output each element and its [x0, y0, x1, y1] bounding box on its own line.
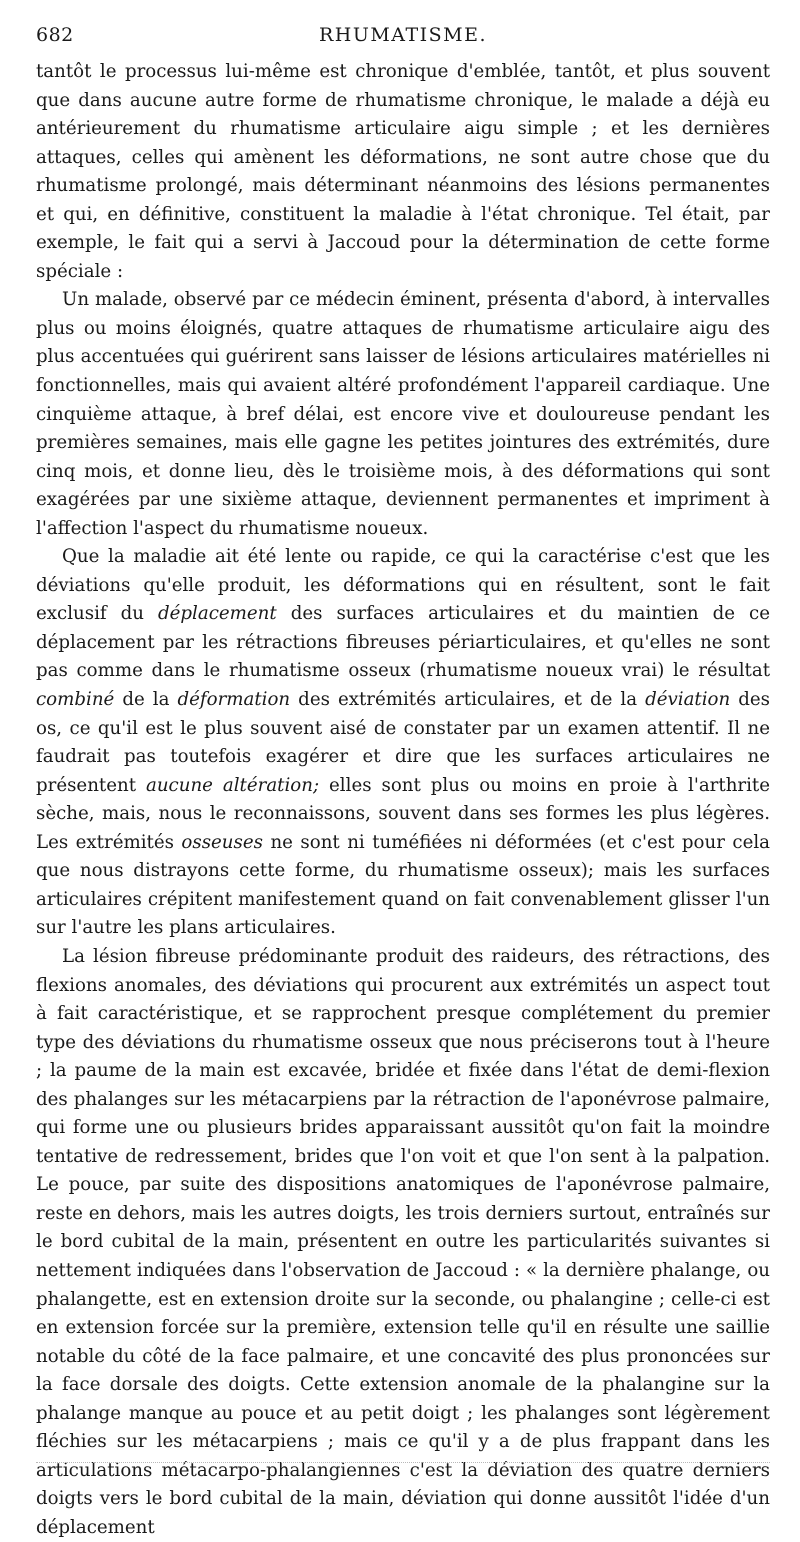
italic-text: combiné: [36, 689, 115, 711]
text-run: des os, ce qu'il est le plus souvent aisé de constater par un examen attentif. Il ne faudrait pas toutefois exagérer et dire que les surfaces articulaires ne présentent: [36, 689, 770, 796]
italic-text: osseuses: [181, 831, 263, 853]
paragraph: [36, 58, 770, 286]
italic-text: aucune altération;: [145, 774, 320, 796]
page: [36, 24, 770, 1542]
italic-text: déformation: [177, 689, 291, 711]
italic-text: déplacement: [158, 603, 277, 625]
text-run: elles sont plus ou moins en proie à l'arthrite sèche, mais, nous le reconnaissons, souvent dans ses formes les plus légères. Les extrémités: [36, 774, 770, 853]
running-title: RHUMATISME.: [318, 24, 488, 46]
text-run: Que la maladie ait été lente ou rapide, ce qui la caractérise c'est que les déviations qu'elle produit, les déformations qui en résultent, sont le fait exclusif du: [36, 546, 770, 625]
text-run: Un malade, observé par ce médecin éminent, présenta d'abord, à intervalles plus ou moins éloignés, quatre attaques de rhumatisme articulaire aigu des plus accentuées qui guérirent sans laisser de lésions articulaires matérielles ni fonctionnelles, mais qui avaient altéré profondément l'appareil cardiaque. Une cinquième attaque, à bref délai, est encore vive et douloureuse pendant les premières semaines, mais elle gagne les petites jointures des extrémités, dure cinq mois, et donne lieu, dès le troisième mois, à des déformations qui sont exagérées par une sixième attaque, deviennent permanentes et impriment à l'affection l'aspect du rhumatisme noueux.: [36, 289, 770, 539]
paragraph: [36, 286, 770, 543]
text-run: tantôt le processus lui-même est chronique d'emblée, tantôt, et plus souvent que dans aucune autre forme de rhumatisme chronique, le malade a déjà eu antérieurement du rhumatisme articulaire aigu simple ; et les dernières attaques, celles qui amènent les déformations, ne sont autre chose que du rhumatisme prolongé, mais déterminant néanmoins des lésions permanentes et qui, en définitive, constituent la maladie à l'état chronique. Tel était, par exemple, le fait qui a servi à Jaccoud pour la détermination de cette forme spéciale :: [36, 61, 770, 282]
page-number: 682: [36, 24, 74, 46]
text-run: des extrémités articulaires, et de la: [290, 689, 646, 711]
paragraph: [36, 943, 770, 1542]
page-header: [36, 24, 770, 54]
text-run: ne sont ni tuméfiées ni déformées (et c'est pour cela que nous distrayons cette forme, du rhumatisme osseux); mais les surfaces articulaires crépitent manifestement quand on fait convenablement glisser l'un sur l'autre les plans articulaires.: [36, 831, 770, 939]
text-run: des surfaces articulaires et du maintien de ce déplacement par les rétractions fibreuses périarticulaires, et qu'elles ne sont pas comme dans le rhumatisme osseux (rhumatisme noueux vrai) le résultat: [36, 603, 770, 682]
italic-text: déviation: [645, 689, 731, 711]
body-text: [36, 58, 770, 1542]
paragraph: [36, 543, 770, 943]
footer-rule: [36, 1462, 770, 1463]
text-run: de la: [114, 689, 178, 711]
text-run: La lésion fibreuse prédominante produit des raideurs, des rétractions, des flexions anomales, des déviations qui procurent aux extrémités un aspect tout à fait caractéristique, et se rapprochent presque complétement du premier type des déviations du rhumatisme osseux que nous préciserons tout à l'heure ; la paume de la main est excavée, bridée et fixée dans l'état de demi-flexion des phalanges sur les métacarpiens par la rétraction de l'aponévrose palmaire, qui forme une ou plusieurs brides apparaissant aussitôt qu'on fait la moindre tentative de redressement, brides que l'on voit et que l'on sent à la palpation. Le pouce, par suite des dispositions anatomiques de l'aponévrose palmaire, reste en dehors, mais les autres doigts, les trois derniers surtout, entraînés sur le bord cubital de la main, présentent en outre les particularités suivantes si nettement indiquées dans l'observation de Jaccoud : « la dernière phalange, ou phalangette, est en extension droite sur la seconde, ou phalangine ; celle-ci est en extension forcée sur la première, extension telle qu'il en résulte une saillie notable du côté de la face palmaire, et une concavité des plus prononcées sur la face dorsale des doigts. Cette extension anomale de la phalangine sur la phalange manque au pouce et au petit doigt ; les phalanges sont légèrement fléchies sur les métacarpiens ; mais ce qu'il y a de plus frappant dans les articulations métacarpo-phalangiennes c'est la déviation des quatre derniers doigts vers le bord cubital de la main, déviation qui donne aussitôt l'idée d'un déplacement: [36, 945, 770, 1538]
